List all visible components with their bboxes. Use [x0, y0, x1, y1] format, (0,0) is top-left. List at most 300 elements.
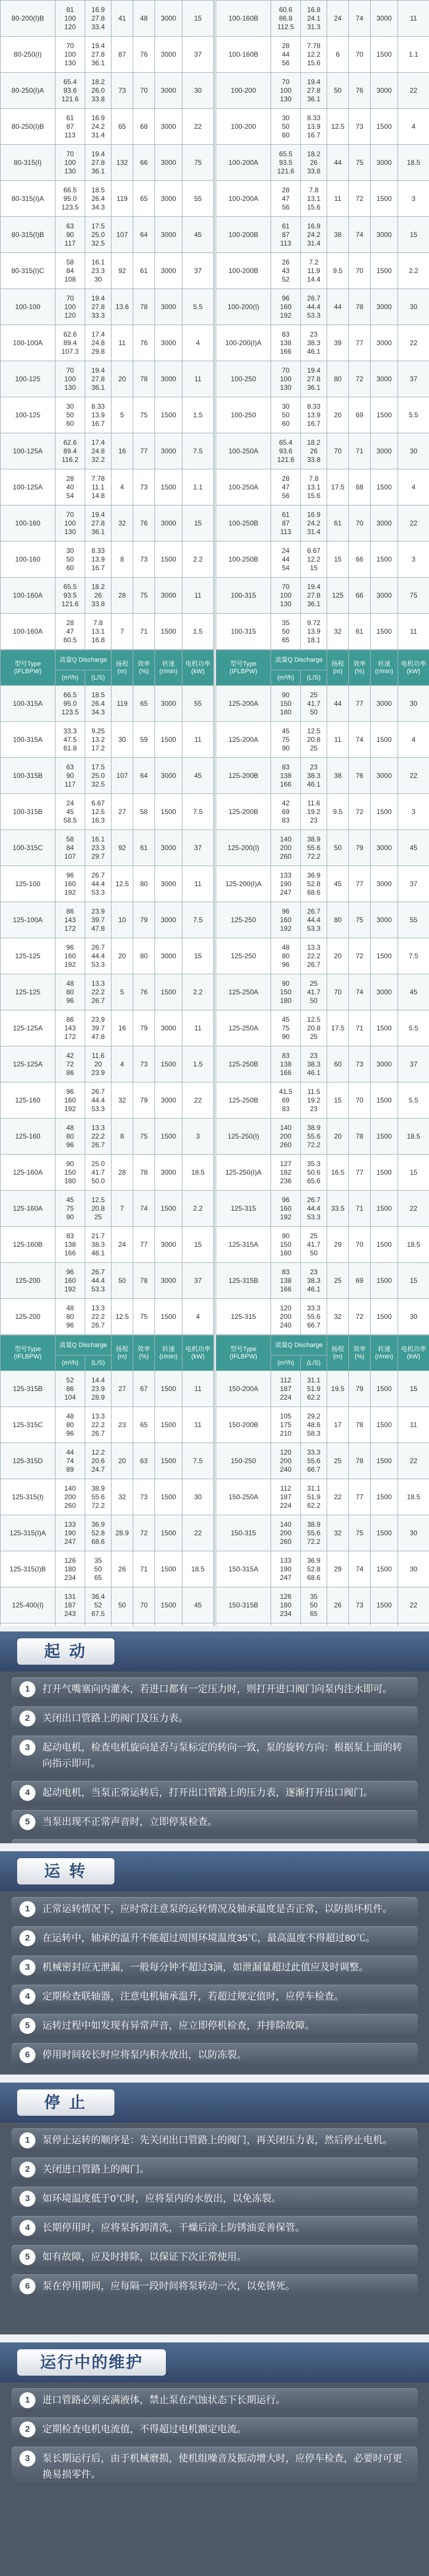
speed-cell: 1500 — [371, 1119, 398, 1155]
flow-value: 15 — [309, 563, 318, 572]
head-cell: 30 — [112, 722, 133, 758]
flow-m3h-cell — [271, 1119, 301, 1155]
efficiency-cell: 75 — [349, 902, 371, 938]
model-cell: 150-315 — [216, 1515, 271, 1551]
flow-value: 240 — [280, 1321, 292, 1329]
flow-m3h-cell — [271, 578, 301, 614]
efficiency-cell: 78 — [349, 289, 371, 325]
flow-value: 24.2 — [91, 122, 105, 131]
model-cell: 125-100A — [1, 902, 55, 938]
flow-ls-cell — [301, 1191, 327, 1227]
flow-m3h-cell — [55, 614, 85, 650]
model-cell: 125-160A — [1, 1155, 55, 1191]
flow-value: 100 — [280, 591, 292, 599]
table-row — [216, 37, 429, 73]
head-cell: 8 — [112, 1119, 133, 1155]
instruction-text: 定期检查联轴器，注意电机轴承温升，若超过规定值时，应停车检查。 — [42, 1991, 344, 2002]
model-cell: 125-250B — [216, 1082, 271, 1119]
model-cell: 80-250(I)B — [1, 109, 55, 145]
flow-ls-cell — [301, 253, 327, 289]
header-flow-unit: (m³/h) — [271, 1356, 301, 1371]
instruction-item — [11, 1926, 418, 1950]
flow-m3h-cell — [271, 866, 301, 902]
flow-value: 160 — [280, 915, 292, 924]
speed-cell: 1500 — [371, 1010, 398, 1046]
flow-ls-cell — [85, 433, 112, 469]
instruction-item — [11, 2274, 418, 2298]
flow-value: 83 — [281, 1267, 290, 1276]
flow-value: 200 — [280, 1312, 292, 1321]
model-cell: 125-250B — [216, 1046, 271, 1082]
flow-value: 84 — [66, 843, 74, 852]
speed-cell: 1500 — [371, 181, 398, 217]
head-cell: 44 — [327, 145, 349, 181]
flow-m3h-cell — [55, 830, 85, 866]
flow-value: 50 — [94, 1564, 102, 1573]
flow-value: 23 — [309, 1267, 318, 1276]
power-cell: 15 — [398, 217, 429, 253]
flow-value: 140 — [280, 1123, 292, 1132]
table-row — [1, 758, 214, 794]
head-cell: 70 — [327, 974, 349, 1010]
head-cell: 29 — [327, 1551, 349, 1587]
flow-value: 96 — [281, 960, 290, 969]
item-number-badge: 3 — [19, 1740, 35, 1756]
flow-value: 22.2 — [91, 1420, 105, 1429]
efficiency-cell: 72 — [349, 938, 371, 974]
flow-value: 13.1 — [307, 483, 321, 491]
flow-value: 192 — [280, 924, 292, 933]
power-cell: 75 — [398, 578, 429, 614]
speed-cell: 1500 — [155, 397, 182, 433]
speed-cell: 1500 — [371, 37, 398, 73]
flow-ls-cell — [85, 181, 112, 217]
efficiency-cell: 76 — [133, 325, 155, 361]
speed-cell: 1500 — [155, 1119, 182, 1155]
header-flow-unit: (L/S) — [301, 1356, 327, 1371]
power-cell: 30 — [182, 73, 214, 109]
model-cell: 100-200A — [216, 145, 271, 181]
flow-value: 19.4 — [91, 41, 105, 50]
table-row — [1, 289, 214, 325]
flow-value: 44.4 — [307, 915, 321, 924]
speed-cell: 1500 — [371, 109, 398, 145]
head-cell: 44 — [327, 686, 349, 722]
flow-ls-cell — [85, 1119, 112, 1155]
header-speed: 转速 (r/min) — [371, 650, 398, 686]
flow-value: 67.5 — [91, 1609, 105, 1618]
flow-value: 130 — [280, 94, 292, 103]
flow-ls-cell — [85, 145, 112, 181]
flow-m3h-cell — [271, 1227, 301, 1263]
table-row — [216, 1155, 429, 1191]
flow-value: 16.7 — [307, 419, 321, 428]
efficiency-cell: 70 — [133, 1587, 155, 1623]
header-speed: 转速 (r/min) — [155, 1336, 182, 1371]
spec-table — [216, 650, 429, 1335]
flow-m3h-cell — [55, 1119, 85, 1155]
head-cell: 33.5 — [327, 1191, 349, 1227]
flow-m3h-cell — [55, 325, 85, 361]
flow-value: 60.6 — [279, 5, 293, 14]
flow-value: 54 — [66, 491, 74, 500]
efficiency-cell: 64 — [133, 758, 155, 794]
flow-value: 41.5 — [279, 1087, 293, 1096]
flow-ls-cell — [85, 217, 112, 253]
head-cell: 10 — [112, 902, 133, 938]
flow-value: 65.5 — [279, 149, 293, 158]
flow-value: 16.3 — [91, 816, 105, 824]
flow-ls-cell — [301, 1407, 327, 1443]
flow-m3h-cell — [55, 1407, 85, 1443]
run-title: 运 转 — [17, 1858, 114, 1884]
speed-cell: 1500 — [371, 722, 398, 758]
flow-value: 19.4 — [91, 149, 105, 158]
flow-value: 46.1 — [307, 347, 321, 355]
instruction-item — [11, 2245, 418, 2269]
flow-value: 25.0 — [91, 1159, 105, 1168]
head-cell: 28 — [112, 578, 133, 614]
flow-value: 20.8 — [307, 1024, 321, 1032]
efficiency-cell: 73 — [133, 469, 155, 505]
model-cell: 100-160A — [1, 614, 55, 650]
flow-m3h-cell — [271, 505, 301, 542]
flow-ls-cell — [301, 902, 327, 938]
flow-ls-cell — [85, 1551, 112, 1587]
flow-m3h-cell — [55, 578, 85, 614]
model-cell: 125-250A — [216, 974, 271, 1010]
power-cell: 18.5 — [182, 1155, 214, 1191]
efficiency-cell: 70 — [349, 37, 371, 73]
model-cell: 125-200A — [216, 686, 271, 722]
head-cell: 23 — [112, 1407, 133, 1443]
head-cell: 29 — [327, 1227, 349, 1263]
flow-value: 12.5 — [91, 1195, 105, 1204]
head-cell: 32 — [327, 1515, 349, 1551]
flow-value: 12.5 — [91, 807, 105, 816]
flow-value: 120 — [280, 1303, 292, 1312]
flow-value: 17.4 — [91, 438, 105, 447]
speed-cell: 3000 — [155, 578, 182, 614]
flow-ls-cell — [85, 1407, 112, 1443]
flow-ls-cell — [301, 866, 327, 902]
flow-ls-cell — [301, 433, 327, 469]
model-cell: 125-315D — [1, 1443, 55, 1479]
efficiency-cell: 61 — [133, 253, 155, 289]
power-cell: 22 — [182, 1515, 214, 1551]
flow-value: 60 — [66, 563, 74, 572]
flow-value: 6.67 — [307, 546, 321, 555]
flow-ls-cell — [301, 1, 327, 37]
flow-value: 18.2 — [91, 77, 105, 86]
flow-value: 13.2 — [91, 735, 105, 744]
head-cell: 12.5 — [112, 1299, 133, 1335]
flow-value: 23.3 — [91, 266, 105, 275]
header-model: 型号Type (IFLBPW) — [1, 650, 55, 686]
flow-value: 46.1 — [307, 1285, 321, 1293]
table-row — [216, 1299, 429, 1335]
efficiency-cell: 72 — [133, 1515, 155, 1551]
header-head: 扬程 (m) — [327, 650, 349, 686]
model-cell: 100-160 — [1, 542, 55, 578]
table-row — [1, 253, 214, 289]
efficiency-cell: 79 — [133, 902, 155, 938]
flow-value: 247 — [280, 1573, 292, 1582]
flow-value: 26.0 — [91, 86, 105, 94]
flow-value: 29.7 — [91, 852, 105, 860]
power-cell: 37 — [182, 253, 214, 289]
flow-ls-cell — [301, 686, 327, 722]
flow-value: 80 — [281, 951, 290, 960]
head-cell: 9.5 — [327, 794, 349, 830]
efficiency-cell: 78 — [349, 1443, 371, 1479]
start-section — [0, 1631, 429, 1843]
flow-value: 61 — [66, 113, 74, 122]
flow-m3h-cell — [55, 794, 85, 830]
instruction-item — [11, 2216, 418, 2239]
instruction-item — [11, 1677, 418, 1701]
efficiency-cell: 73 — [349, 1587, 371, 1623]
flow-value: 15.6 — [307, 203, 321, 211]
flow-m3h-cell — [271, 1263, 301, 1299]
flow-value: 120 — [280, 1448, 292, 1456]
flow-m3h-cell — [271, 361, 301, 397]
efficiency-cell: 74 — [133, 1191, 155, 1227]
table-row — [216, 758, 429, 794]
flow-value: 52.8 — [91, 1528, 105, 1537]
speed-cell: 1500 — [371, 614, 398, 650]
flow-value: 48 — [281, 943, 290, 951]
flow-value: 72.2 — [307, 1537, 321, 1546]
flow-ls-cell — [301, 830, 327, 866]
flow-value: 13.9 — [91, 410, 105, 419]
model-cell: 125-250 — [216, 902, 271, 938]
flow-ls-cell — [301, 505, 327, 542]
flow-value: 180 — [280, 1601, 292, 1609]
flow-m3h-cell — [271, 145, 301, 181]
flow-value: 80 — [66, 1420, 74, 1429]
model-cell: 100-160A — [1, 578, 55, 614]
divider — [0, 1626, 429, 1631]
head-cell: 20 — [327, 1119, 349, 1155]
flow-m3h-cell — [271, 217, 301, 253]
power-cell: 22 — [398, 1191, 429, 1227]
power-cell: 11 — [182, 866, 214, 902]
right-column — [216, 0, 429, 1626]
efficiency-cell: 65 — [133, 181, 155, 217]
table-row — [1, 1046, 214, 1082]
efficiency-cell: 79 — [133, 1010, 155, 1046]
flow-value: 192 — [64, 1285, 76, 1293]
flow-value: 182 — [280, 1168, 292, 1176]
flow-value: 31.1 — [307, 1376, 321, 1384]
instruction-text: 泵在停用期间，应每隔一段时间将泵转动一次，以免锈死。 — [42, 2281, 295, 2291]
power-cell: 5.5 — [398, 1082, 429, 1119]
flow-m3h-cell — [271, 181, 301, 217]
flow-value: 26.7 — [91, 996, 105, 1005]
flow-value: 41.7 — [307, 699, 321, 708]
table-row — [1, 1515, 214, 1551]
flow-value: 41.7 — [307, 987, 321, 996]
table-row — [216, 109, 429, 145]
head-cell: 7 — [112, 1191, 133, 1227]
flow-value: 44.4 — [91, 879, 105, 888]
model-cell: 100-200A — [216, 181, 271, 217]
model-cell: 150-250A — [216, 1479, 271, 1515]
speed-cell: 3000 — [155, 505, 182, 542]
flow-value: 35 — [309, 1592, 318, 1601]
instruction-text: 停用时间较长时应将泵内积水放出，以防冻裂。 — [42, 2049, 247, 2060]
speed-cell: 1500 — [371, 1371, 398, 1407]
flow-m3h-cell — [271, 830, 301, 866]
table-row — [1, 578, 214, 614]
flow-value: 70 — [281, 366, 290, 374]
speed-cell: 1500 — [371, 1443, 398, 1479]
flow-value: 247 — [64, 1537, 76, 1546]
flow-value: 23 — [309, 762, 318, 771]
flow-value: 180 — [280, 996, 292, 1005]
flow-value: 45 — [66, 1195, 74, 1204]
flow-value: 13.3 — [91, 1303, 105, 1312]
power-cell: 15 — [398, 1371, 429, 1407]
head-cell: 20 — [327, 938, 349, 974]
flow-value: 16.7 — [307, 131, 321, 139]
flow-value: 96 — [66, 1267, 74, 1276]
model-cell: 125-160 — [1, 1082, 55, 1119]
flow-value: 38.9 — [307, 1123, 321, 1132]
flow-value: 93.6 — [63, 86, 77, 94]
head-cell: 32 — [112, 505, 133, 542]
head-cell: 60 — [327, 1046, 349, 1082]
flow-m3h-cell — [271, 433, 301, 469]
flow-value: 48 — [66, 1303, 74, 1312]
flow-m3h-cell — [55, 758, 85, 794]
flow-value: 133 — [280, 1556, 292, 1564]
flow-value: 25 — [309, 1032, 318, 1041]
speed-cell: 1500 — [371, 1587, 398, 1623]
speed-cell: 3000 — [155, 1082, 182, 1119]
divider — [0, 1843, 429, 1851]
power-cell: 2.2 — [182, 542, 214, 578]
flow-value: 26.7 — [91, 1267, 105, 1276]
speed-cell: 3000 — [371, 145, 398, 181]
flow-ls-cell — [301, 1263, 327, 1299]
flow-value: 90 — [281, 1231, 290, 1240]
speed-cell: 1500 — [155, 794, 182, 830]
table-row — [1, 181, 214, 217]
table-row — [1, 469, 214, 505]
flow-ls-cell — [85, 614, 112, 650]
flow-value: 11.6 — [307, 799, 320, 807]
flow-value: 52.8 — [307, 1564, 321, 1573]
flow-value: 113 — [64, 131, 76, 139]
speed-cell: 3000 — [371, 686, 398, 722]
flow-value: 210 — [280, 1429, 292, 1437]
head-cell: 8 — [112, 542, 133, 578]
flow-value: 123.5 — [61, 203, 79, 211]
efficiency-cell: 68 — [133, 109, 155, 145]
table-row — [1, 1, 214, 37]
power-cell: 3 — [398, 181, 429, 217]
flow-value: 83 — [66, 1231, 74, 1240]
power-cell: 7.5 — [398, 938, 429, 974]
flow-value: 16.9 — [91, 5, 105, 14]
flow-value: 70 — [66, 366, 74, 374]
flow-value: 22.2 — [91, 1312, 105, 1321]
power-cell: 15 — [182, 938, 214, 974]
flow-value: 138 — [280, 1276, 292, 1285]
model-cell: 100-315B — [1, 794, 55, 830]
table-row — [216, 974, 429, 1010]
efficiency-cell: 74 — [349, 1551, 371, 1587]
efficiency-cell: 77 — [349, 325, 371, 361]
flow-value: 27.8 — [91, 14, 105, 22]
model-cell: 100-250A — [216, 433, 271, 469]
model-cell: 100-250 — [216, 361, 271, 397]
flow-value: 31.4 — [91, 131, 105, 139]
table-row — [216, 1551, 429, 1587]
flow-value: 72 — [66, 1060, 74, 1068]
flow-value: 43 — [281, 266, 290, 275]
instruction-item — [11, 1706, 418, 1730]
flow-value: 96 — [66, 1429, 74, 1437]
model-cell: 80-315(I) — [1, 145, 55, 181]
head-cell: 119 — [112, 181, 133, 217]
flow-value: 20 — [94, 1060, 102, 1068]
flow-value: 27.8 — [307, 374, 321, 383]
flow-value: 138 — [64, 1240, 76, 1249]
header-head: 扬程 (m) — [112, 1336, 133, 1371]
flow-value: 65 — [309, 1609, 318, 1618]
flow-ls-cell — [301, 1046, 327, 1082]
flow-value: 70 — [66, 149, 74, 158]
power-cell: 4 — [398, 722, 429, 758]
header-power: 电机功率 (kW) — [182, 1336, 214, 1371]
flow-value: 72.2 — [307, 1140, 321, 1149]
flow-m3h-cell — [55, 397, 85, 433]
flow-value: 130 — [280, 383, 292, 392]
flow-value: 35 — [94, 1556, 102, 1564]
flow-ls-cell — [85, 902, 112, 938]
flow-value: 17.4 — [91, 330, 105, 338]
efficiency-cell: 77 — [349, 1155, 371, 1191]
speed-cell: 3000 — [155, 938, 182, 974]
flow-ls-cell — [85, 253, 112, 289]
table-row — [216, 397, 429, 433]
flow-m3h-cell — [55, 938, 85, 974]
efficiency-cell: 77 — [349, 866, 371, 902]
flow-value: 192 — [64, 960, 76, 969]
flow-value: 19.4 — [307, 582, 321, 591]
model-cell: 125-250(I)A — [216, 1155, 271, 1191]
table-row — [1, 325, 214, 361]
power-cell: 11 — [182, 1371, 214, 1407]
flow-value: 65.6 — [307, 1176, 321, 1185]
flow-value: 83 — [281, 1104, 290, 1113]
flow-ls-cell — [301, 37, 327, 73]
power-cell: 45 — [182, 217, 214, 253]
flow-ls-cell — [301, 1371, 327, 1407]
efficiency-cell: 76 — [349, 73, 371, 109]
table-row — [216, 1371, 429, 1407]
flow-value: 25 — [309, 690, 318, 699]
flow-value: 180 — [64, 1176, 76, 1185]
table-header-row — [216, 1336, 429, 1356]
flow-value: 26.7 — [307, 1195, 321, 1204]
efficiency-cell: 68 — [349, 469, 371, 505]
flow-value: 27.8 — [91, 50, 105, 58]
power-cell: 11 — [182, 722, 214, 758]
